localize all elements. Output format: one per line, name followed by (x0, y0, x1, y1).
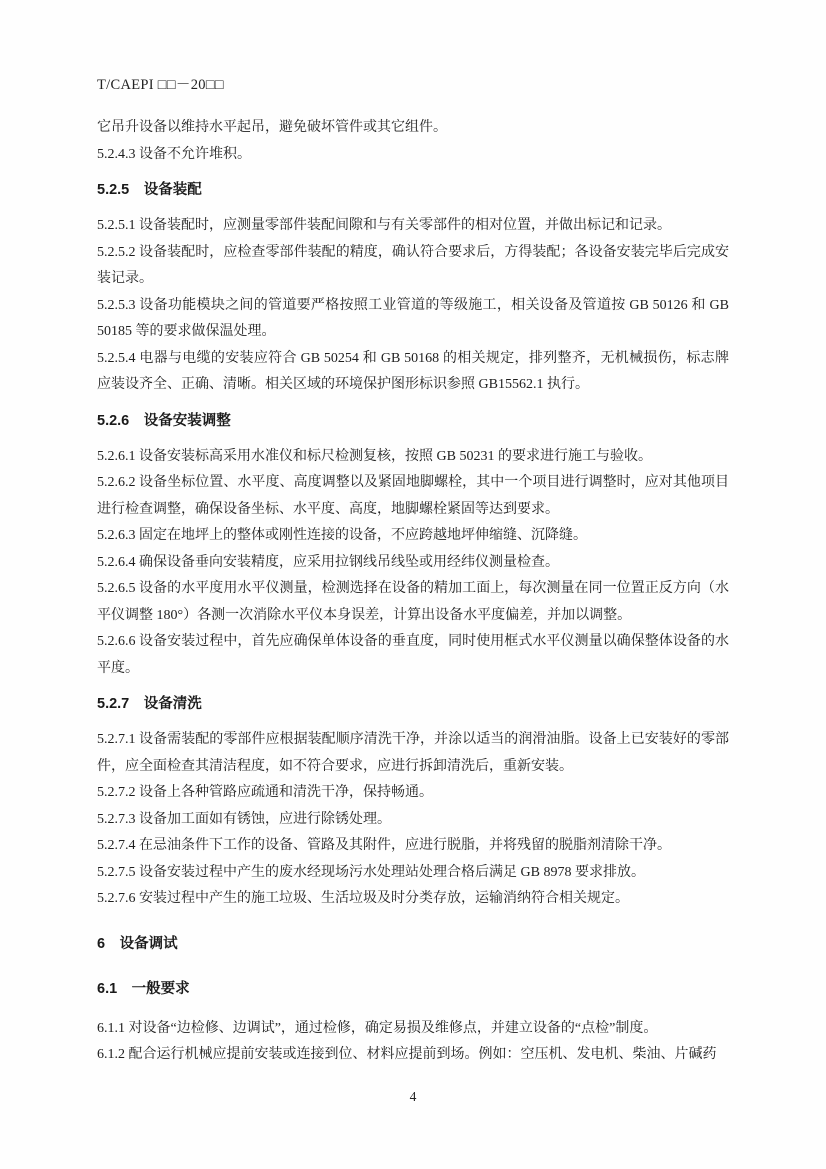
paragraph: 5.2.5.3 设备功能模块之间的管道要严格按照工业管道的等级施工，相关设备及管道按 GB 50126 和 GB 50185 等的要求做保温处理。 (97, 297, 733, 339)
paragraph: 5.2.6.5 设备的水平度用水平仪测量，检测选择在设备的精加工面上，每次测量在同一位置正反方向（水平仪调整 180°）各测一次消除水平仪本身误差，计算出设备水平度偏差，并加以调整。 (97, 581, 729, 623)
section-heading: 5.2.5 设备装配 (97, 182, 202, 198)
standard-number-header: T/CAEPI □□－20□□ (97, 77, 224, 93)
document-content (97, 115, 733, 1069)
paragraph: 5.2.6.1 设备安装标高采用水准仪和标尺检测复核，按照 GB 50231 的要求进行施工与验收。 (97, 448, 652, 464)
paragraph: 5.2.5.2 设备装配时，应检查零部件装配的精度，确认符合要求后，方得装配；各设备安装完毕后完成安装记录。 (97, 244, 729, 286)
paragraph: 5.2.7.1 设备需装配的零部件应根据装配顺序清洗干净，并涂以适当的润滑油脂。设备上已安装好的零部件，应全面检查其清洁程度，如不符合要求，应进行拆卸清洗后，重新安装。 (97, 732, 729, 774)
paragraph: 5.2.4.3 设备不允许堆积。 (97, 146, 251, 162)
paragraph: 5.2.7.5 设备安装过程中产生的废水经现场污水处理站处理合格后满足 GB 8978 要求排放。 (97, 864, 645, 880)
chapter-heading: 6 设备调试 (97, 935, 178, 952)
paragraph: 它吊升设备以维持水平起吊，避免破坏管件或其它组件。 (97, 120, 447, 135)
paragraph: 5.2.7.3 设备加工面如有锈蚀，应进行除锈处理。 (97, 811, 391, 827)
page-number: 4 (409, 1089, 417, 1104)
section-heading: 5.2.6 设备安装调整 (97, 412, 231, 429)
paragraph: 6.1.1 对设备“边检修、边调试”，通过检修，确定易损及维修点，并建立设备的“点检”制度。 (97, 1020, 658, 1036)
paragraph: 5.2.6.2 设备坐标位置、水平度、高度调整以及紧固地脚螺栓，其中一个项目进行调整时，应对其他项目进行检查调整，确保设备坐标、水平度、高度，地脚螺栓紧固等达到要求。 (97, 475, 729, 517)
chapter-heading: 6.1 一般要求 (97, 980, 190, 997)
paragraph: 6.1.2 配合运行机械应提前安装或连接到位、材料应提前到场。例如：空压机、发电机、柴油、片碱药 (97, 1047, 717, 1062)
paragraph: 5.2.5.1 设备装配时，应测量零部件装配间隙和与有关零部件的相对位置，并做出标记和记录。 (97, 218, 671, 233)
paragraph: 5.2.7.2 设备上各种管路应疏通和清洗干净，保持畅通。 (97, 785, 433, 800)
paragraph: 5.2.6.3 固定在地坪上的整体或刚性连接的设备，不应跨越地坪伸缩缝、沉降缝。 (97, 528, 587, 543)
paragraph: 5.2.5.4 电器与电缆的安装应符合 GB 50254 和 GB 50168 的相关规定，排列整齐，无机械损伤，标志牌应装设齐全、正确、清晰。相关区域的环境保护图形标识参照 GB15562.1 执行。 (97, 350, 729, 392)
paragraph: 5.2.6.4 确保设备垂向安装精度，应采用拉钢线吊线坠或用经纬仪测量检查。 (97, 554, 559, 570)
paragraph: 5.2.6.6 设备安装过程中，首先应确保单体设备的垂直度，同时使用框式水平仪测量以确保整体设备的水平度。 (97, 634, 729, 676)
section-heading: 5.2.7 设备清洗 (97, 696, 202, 712)
paragraph: 5.2.7.6 安装过程中产生的施工垃圾、生活垃圾及时分类存放，运输消纳符合相关规定。 (97, 891, 629, 906)
paragraph: 5.2.7.4 在忌油条件下工作的设备、管路及其附件，应进行脱脂，并将残留的脱脂剂清除干净。 (97, 838, 671, 853)
